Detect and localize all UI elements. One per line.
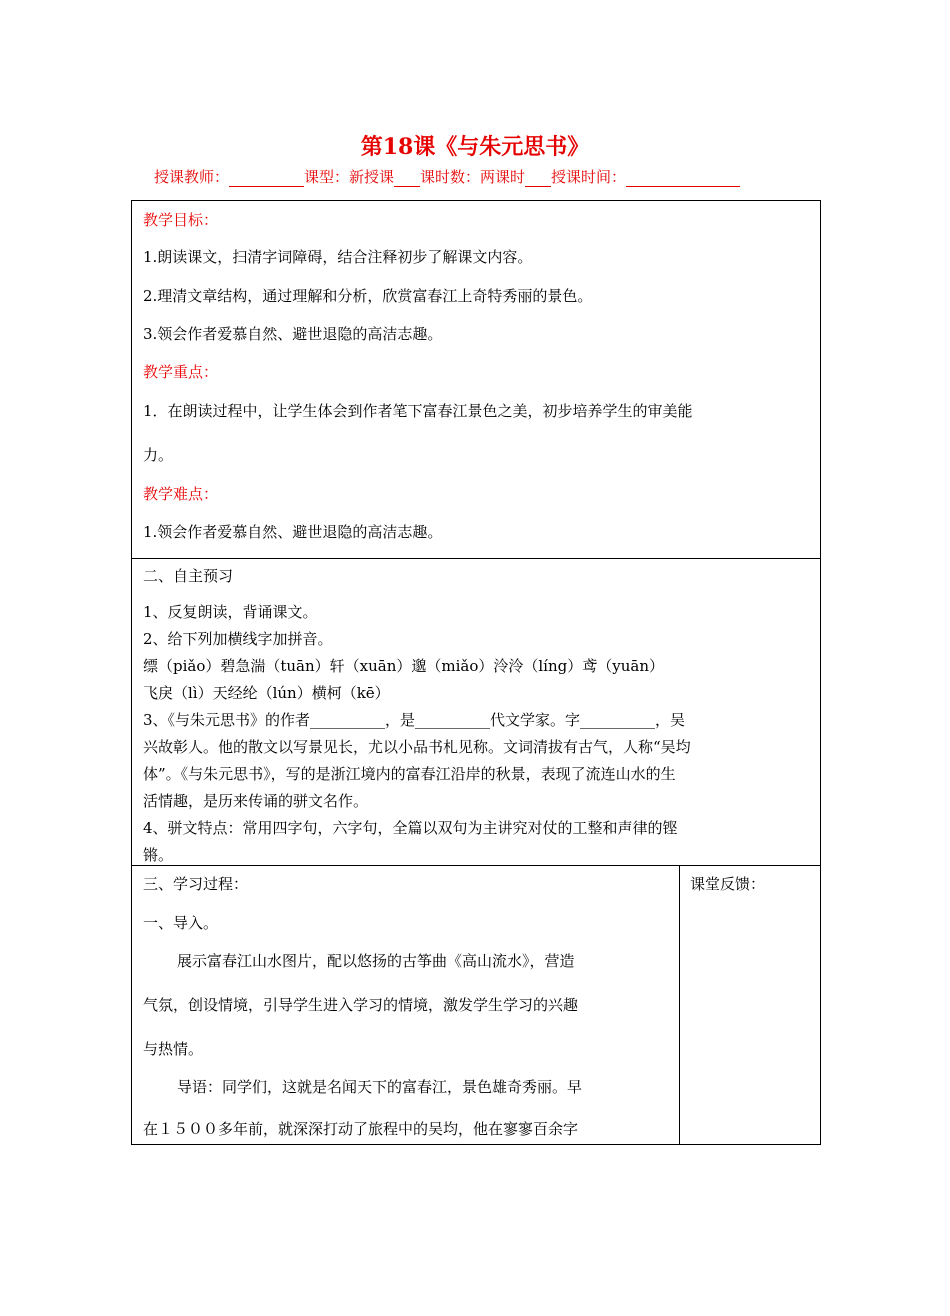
feedback-heading: 课堂反馈： bbox=[690, 875, 766, 893]
key-points-heading: 教学重点： bbox=[143, 363, 219, 381]
page-title: 第18课《与朱元思书》 bbox=[360, 134, 590, 160]
hours-blank bbox=[525, 170, 551, 187]
preview-heading: 二、自主预习 bbox=[143, 567, 234, 585]
objective-item: 2.理清文章结构，通过理解和分析，欣赏富春江上奇特秀丽的景色。 bbox=[143, 287, 593, 305]
process-line: 展示富春江山水图片，配以悠扬的古筝曲《高山流水》，营造 bbox=[177, 952, 575, 970]
preview-line: 4、骈文特点：常用四字句，六字句，全篇以双句为主讲究对仗的工整和声律的铿 bbox=[143, 819, 678, 837]
process-line: 在１５００多年前，就深深打动了旅程中的吴均，他在寥寥百余字 bbox=[143, 1120, 579, 1138]
preview-line: 锵。 bbox=[143, 846, 174, 864]
preview-line: 兴故彰人。他的散文以写景见长，尤以小品书札见称。文词清拔有古气，人称“吴均 bbox=[143, 738, 691, 756]
process-line: 气氛，创设情境，引导学生进入学习的情境，激发学生学习的兴趣 bbox=[143, 996, 579, 1014]
key-point-line: 力。 bbox=[143, 446, 174, 464]
preview-line: 飞戾（lì）天经纶（lún）横柯（kē） bbox=[143, 684, 390, 702]
objectives-heading: 教学目标： bbox=[143, 211, 219, 229]
process-line: 导语：同学们，这就是名闻天下的富春江，景色雄奇秀丽。早 bbox=[177, 1078, 583, 1096]
preview-line: 2、给下列加横线字加拼音。 bbox=[143, 630, 333, 648]
key-point-line: 1．在朗读过程中，让学生体会到作者笔下富春江景色之美，初步培养学生的审美能 bbox=[143, 402, 693, 420]
preview-section bbox=[132, 558, 820, 865]
objective-item: 1.朗读课文，扫清字词障碍，结合注释初步了解课文内容。 bbox=[143, 248, 533, 266]
process-section bbox=[132, 865, 820, 1144]
time-blank bbox=[626, 170, 740, 187]
time-label: 授课时间： bbox=[551, 168, 627, 186]
type-blank bbox=[394, 170, 420, 187]
feedback-column bbox=[679, 866, 766, 1144]
lesson-meta bbox=[154, 166, 794, 187]
type-label: 课型：新授课 bbox=[304, 168, 395, 186]
intro-heading: 一、导入。 bbox=[143, 914, 219, 932]
preview-line: 体”。《与朱元思书》，写的是浙江境内的富春江沿岸的秋景，表现了流连山水的生 bbox=[143, 765, 676, 783]
process-line: 与热情。 bbox=[143, 1040, 204, 1058]
lesson-table bbox=[131, 200, 821, 1145]
objectives-section bbox=[132, 201, 820, 558]
teacher-blank bbox=[229, 170, 304, 187]
hours-label: 课时数：两课时 bbox=[420, 168, 526, 186]
preview-line: 缥（piǎo）碧急湍（tuān）轩（xuān）邈（miǎo）泠泠（líng）鸢（yuān） bbox=[143, 657, 664, 675]
preview-line: 1、反复朗读，背诵课文。 bbox=[143, 603, 318, 621]
preview-line: 3、《与朱元思书》的作者__________，是__________代文学家。字__________，吴 bbox=[143, 711, 686, 729]
difficult-points-heading: 教学难点： bbox=[143, 485, 219, 503]
process-heading: 三、学习过程： bbox=[143, 875, 249, 893]
teacher-label: 授课教师： bbox=[154, 168, 230, 186]
difficult-point-item: 1.领会作者爱慕自然、避世退隐的高洁志趣。 bbox=[143, 523, 443, 541]
preview-line: 活情趣，是历来传诵的骈文名作。 bbox=[143, 792, 369, 810]
objective-item: 3.领会作者爱慕自然、避世退隐的高洁志趣。 bbox=[143, 325, 443, 343]
